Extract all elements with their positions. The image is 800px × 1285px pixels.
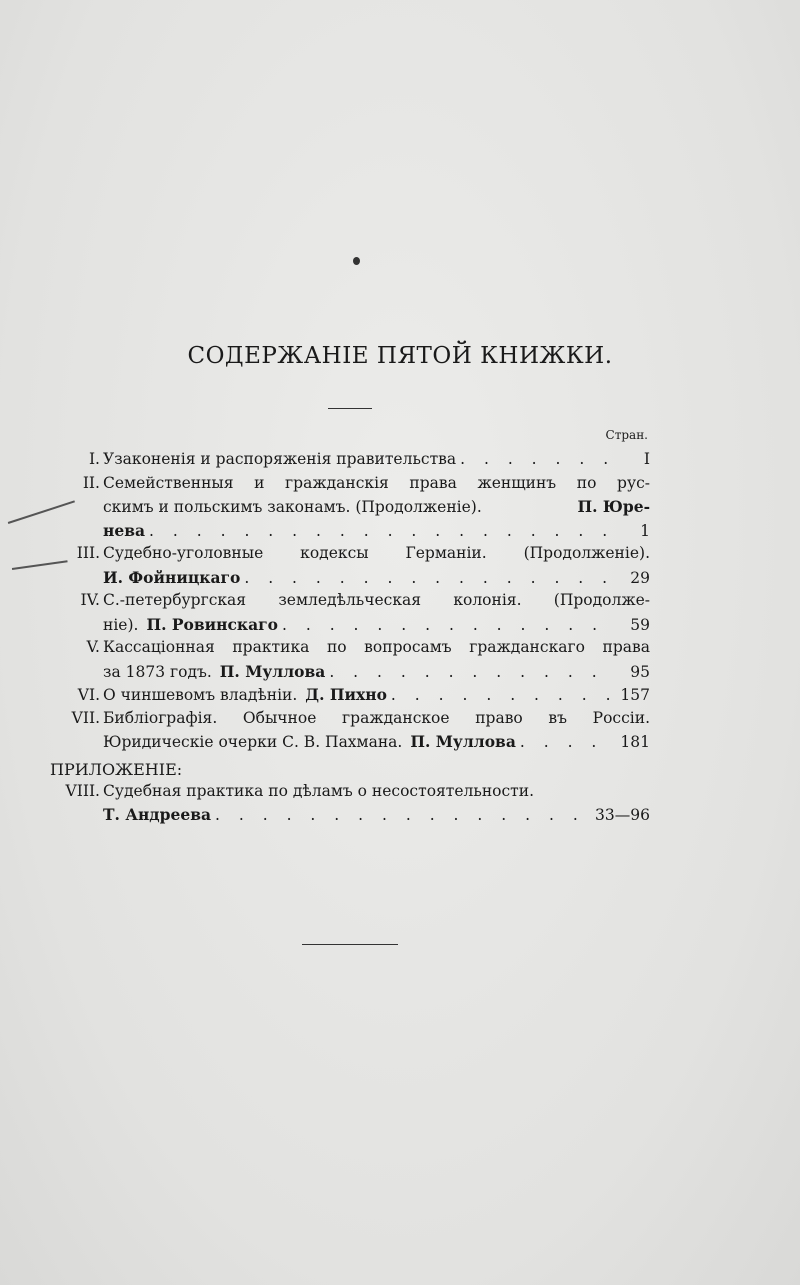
dot-leader (211, 806, 589, 824)
entry-title-line: за 1873 годъ. (103, 662, 212, 681)
entry-number: V. (86, 638, 100, 656)
dot-leader (278, 616, 616, 634)
entry-title: Судебная практика по дѣламъ о несостоятельности. (103, 781, 535, 800)
toc-entry-3 (50, 544, 650, 591)
entry-title: Узаконенія и распоряженія правительства (103, 450, 457, 468)
entry-page: 59 (630, 615, 650, 634)
entry-title-line: Кассаціонная практика по вопросамъ гражданскаго права (103, 638, 650, 656)
dot-leader (456, 450, 616, 468)
page-title: СОДЕРЖАНIЕ ПЯТОЙ КНИЖКИ. (187, 343, 613, 369)
entry-author: нева (103, 520, 146, 540)
entry-page: 29 (630, 568, 650, 587)
toc-entry-6 (50, 685, 650, 709)
entry-page: 95 (630, 662, 650, 681)
dot-leader (145, 522, 616, 540)
page-column-header: Стран. (605, 428, 648, 442)
toc-entry-5 (50, 638, 650, 685)
entry-number: VIII. (65, 781, 100, 800)
appendix-heading: ПРИЛОЖЕНIЕ: (50, 759, 183, 779)
entry-title-line: С.-петербургская земледѣльческая колонія. (Продолже- (103, 591, 650, 609)
entry-title-line: Библіографія. Обычное гражданское право въ Россіи. (103, 708, 650, 727)
entry-number: II. (82, 473, 100, 492)
entry-page: 181 (620, 733, 650, 751)
entry-page: 33—96 (595, 806, 650, 824)
entry-title-line: скимъ и польскимъ законамъ. (Продолженіе). (103, 498, 482, 516)
entry-page: 157 (620, 686, 650, 704)
dot-leader (240, 569, 616, 587)
closing-rule (302, 944, 398, 945)
dot-leader (325, 663, 616, 681)
entry-number: IV. (80, 591, 100, 609)
table-of-contents (50, 450, 650, 829)
entry-number: III. (76, 544, 100, 562)
dot-leader (516, 733, 615, 751)
entry-page: 1 (640, 521, 650, 540)
entry-author: П. Муллова (219, 661, 326, 681)
entry-number: VI. (77, 686, 100, 704)
entry-author: П. Юре- (577, 497, 650, 516)
entry-title-line: Семейственныя и гражданскія права женщинъ по рус- (103, 473, 650, 492)
entry-author: И. Фойницкаго (103, 567, 241, 587)
title-rule (328, 408, 372, 409)
entry-number: VII. (71, 708, 100, 727)
entry-number: I. (88, 450, 100, 468)
ink-dot (353, 257, 360, 265)
dot-leader (387, 686, 614, 704)
toc-entry-7 (50, 709, 650, 756)
entry-author: П. Муллова (410, 732, 516, 751)
entry-title-line: Судебно-уголовные кодексы Германіи. (Продолженіе). (103, 544, 650, 562)
toc-entry-appendix (50, 782, 650, 829)
toc-entry-2 (50, 474, 650, 545)
entry-title-line: Юридическіе очерки С. В. Пахмана. (103, 733, 403, 751)
toc-entry-4 (50, 591, 650, 638)
entry-author: П. Ровинскаго (146, 614, 278, 634)
entry-title: О чиншевомъ владѣніи. (103, 686, 298, 704)
entry-author: Т. Андреева (103, 805, 212, 824)
entry-title-line: ніе). (103, 615, 139, 634)
toc-entry-1 (50, 450, 650, 474)
entry-page: I (643, 450, 650, 468)
entry-author: Д. Пихно (305, 685, 387, 704)
